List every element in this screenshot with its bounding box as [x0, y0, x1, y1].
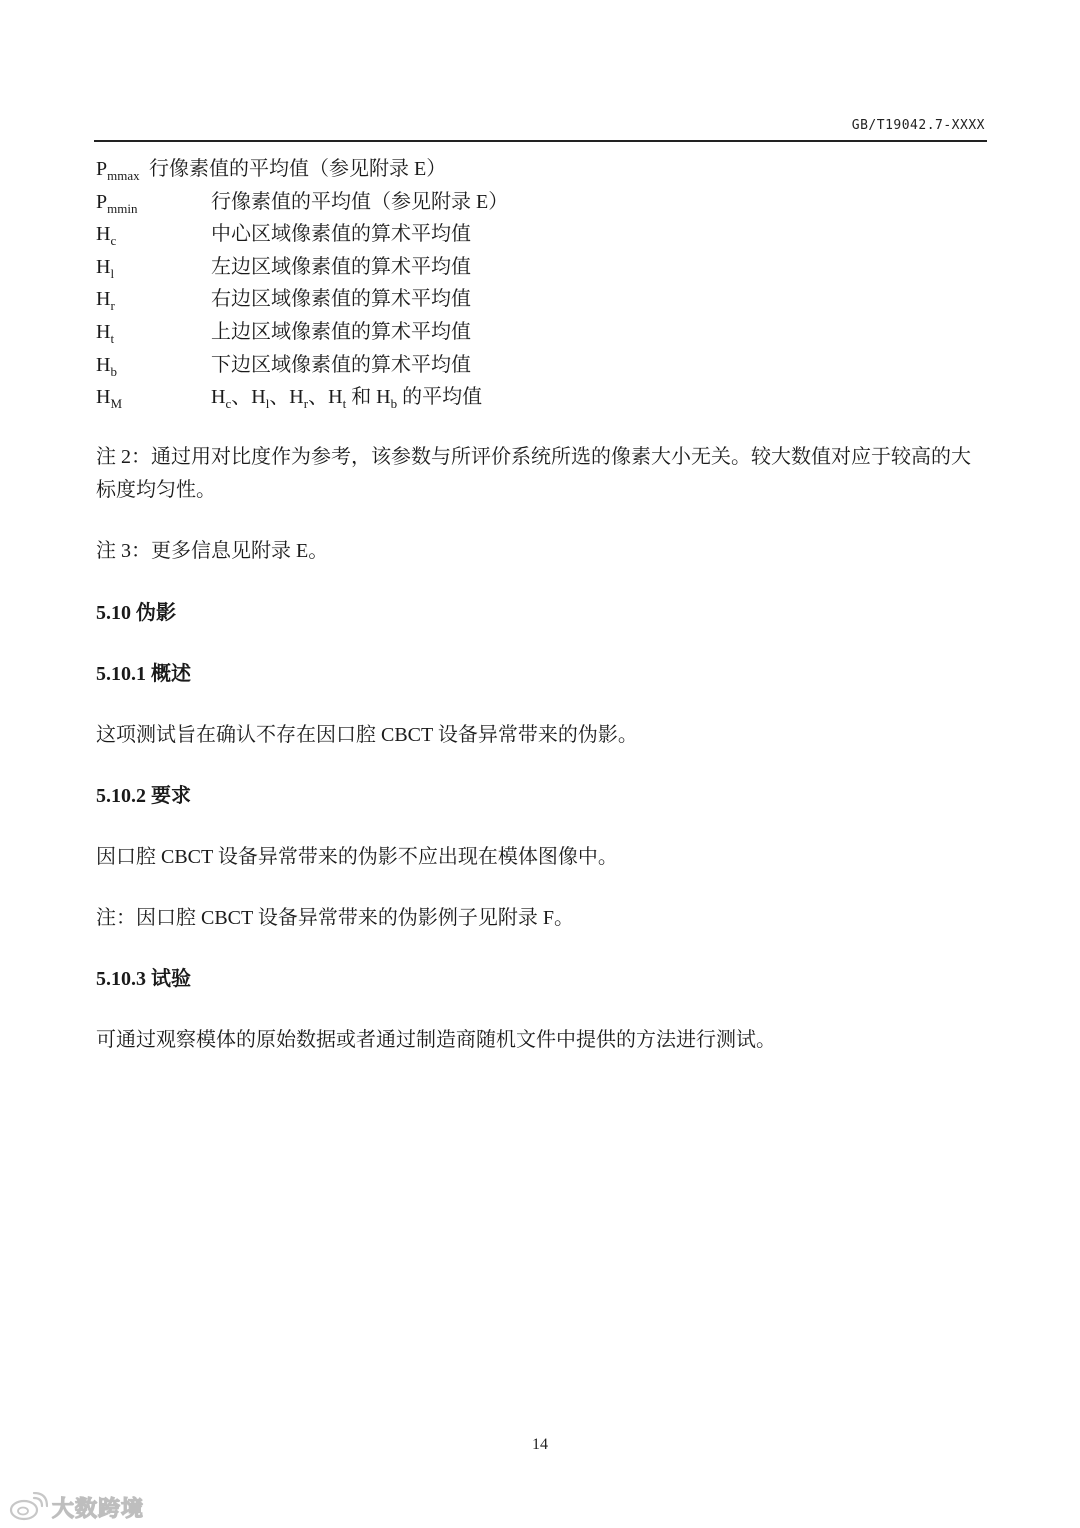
section-heading-5-10: 5.10 伪影: [96, 602, 176, 624]
note-3: 注 3：更多信息见附录 E。: [96, 540, 329, 562]
watermark: [8, 1490, 144, 1524]
symbol: $P_{mmax}$: [96, 158, 140, 183]
symbol-description: 行像素值的平均值（参见附录 E）: [149, 158, 447, 180]
paragraph-5-10-1: 这项测试旨在确认不存在因口腔 CBCT 设备异常带来的伪影。: [96, 724, 638, 746]
symbol: $H_c$: [96, 223, 117, 249]
note-5-10-2: 注：因口腔 CBCT 设备异常带来的伪影例子见附录 F。: [96, 907, 574, 929]
symbol: $P_{mmin}$: [96, 190, 138, 216]
symbol: $H_b$: [96, 353, 117, 379]
symbol-description: 中心区域像素值的算术平均值: [211, 223, 471, 246]
symbol-row: [96, 219, 996, 252]
section-heading-5-10-1: 5.10.1 概述: [96, 663, 191, 685]
page-header: [94, 116, 987, 142]
paragraph-5-10-3: 可通过观察模体的原始数据或者通过制造商随机文件中提供的方法进行测试。: [96, 1029, 776, 1051]
paragraph-5-10-2: 因口腔 CBCT 设备异常带来的伪影不应出现在模体图像中。: [96, 846, 618, 868]
section-heading-5-10-3: 5.10.3 试验: [96, 968, 191, 990]
page-number: 14: [532, 1436, 548, 1453]
section-heading-5-10-2: 5.10.2 要求: [96, 785, 191, 807]
symbol-description: 左边区域像素值的算术平均值: [211, 255, 471, 278]
symbol-description: 上边区域像素值的算术平均值: [211, 320, 471, 343]
symbol-description: 下边区域像素值的算术平均值: [211, 353, 471, 376]
symbol: $H_t$: [96, 320, 115, 346]
watermark-text: 大数跨境: [52, 1496, 145, 1522]
symbol-row: [96, 154, 996, 187]
weibo-logo-icon: [8, 1492, 48, 1522]
symbol: $H_M$: [96, 386, 123, 412]
symbol: $H_r$: [96, 288, 115, 314]
symbol-row: [96, 284, 996, 317]
symbol-description: 行像素值的平均值（参见附录 E）: [211, 190, 509, 213]
document-code: GB/T19042.7-XXXX: [851, 118, 985, 133]
symbol-row: [96, 252, 996, 285]
symbol-row: [96, 317, 996, 350]
symbol: $H_l$: [96, 255, 115, 281]
symbol-row: [96, 382, 996, 415]
symbol-description: 右边区域像素值的算术平均值: [211, 288, 471, 311]
symbol-row: [96, 187, 996, 220]
symbol-list: [96, 154, 996, 415]
symbol-description: $H_c$、$H_l$、$H_r$、$H_t$ 和 $H_b$ 的平均值: [211, 386, 483, 412]
symbol-row: [96, 350, 996, 383]
note-2: 注 2：通过用对比度作为参考，该参数与所评价系统所选的像素大小无关。较大数值对应于较高的大标度均匀性。: [96, 446, 971, 501]
